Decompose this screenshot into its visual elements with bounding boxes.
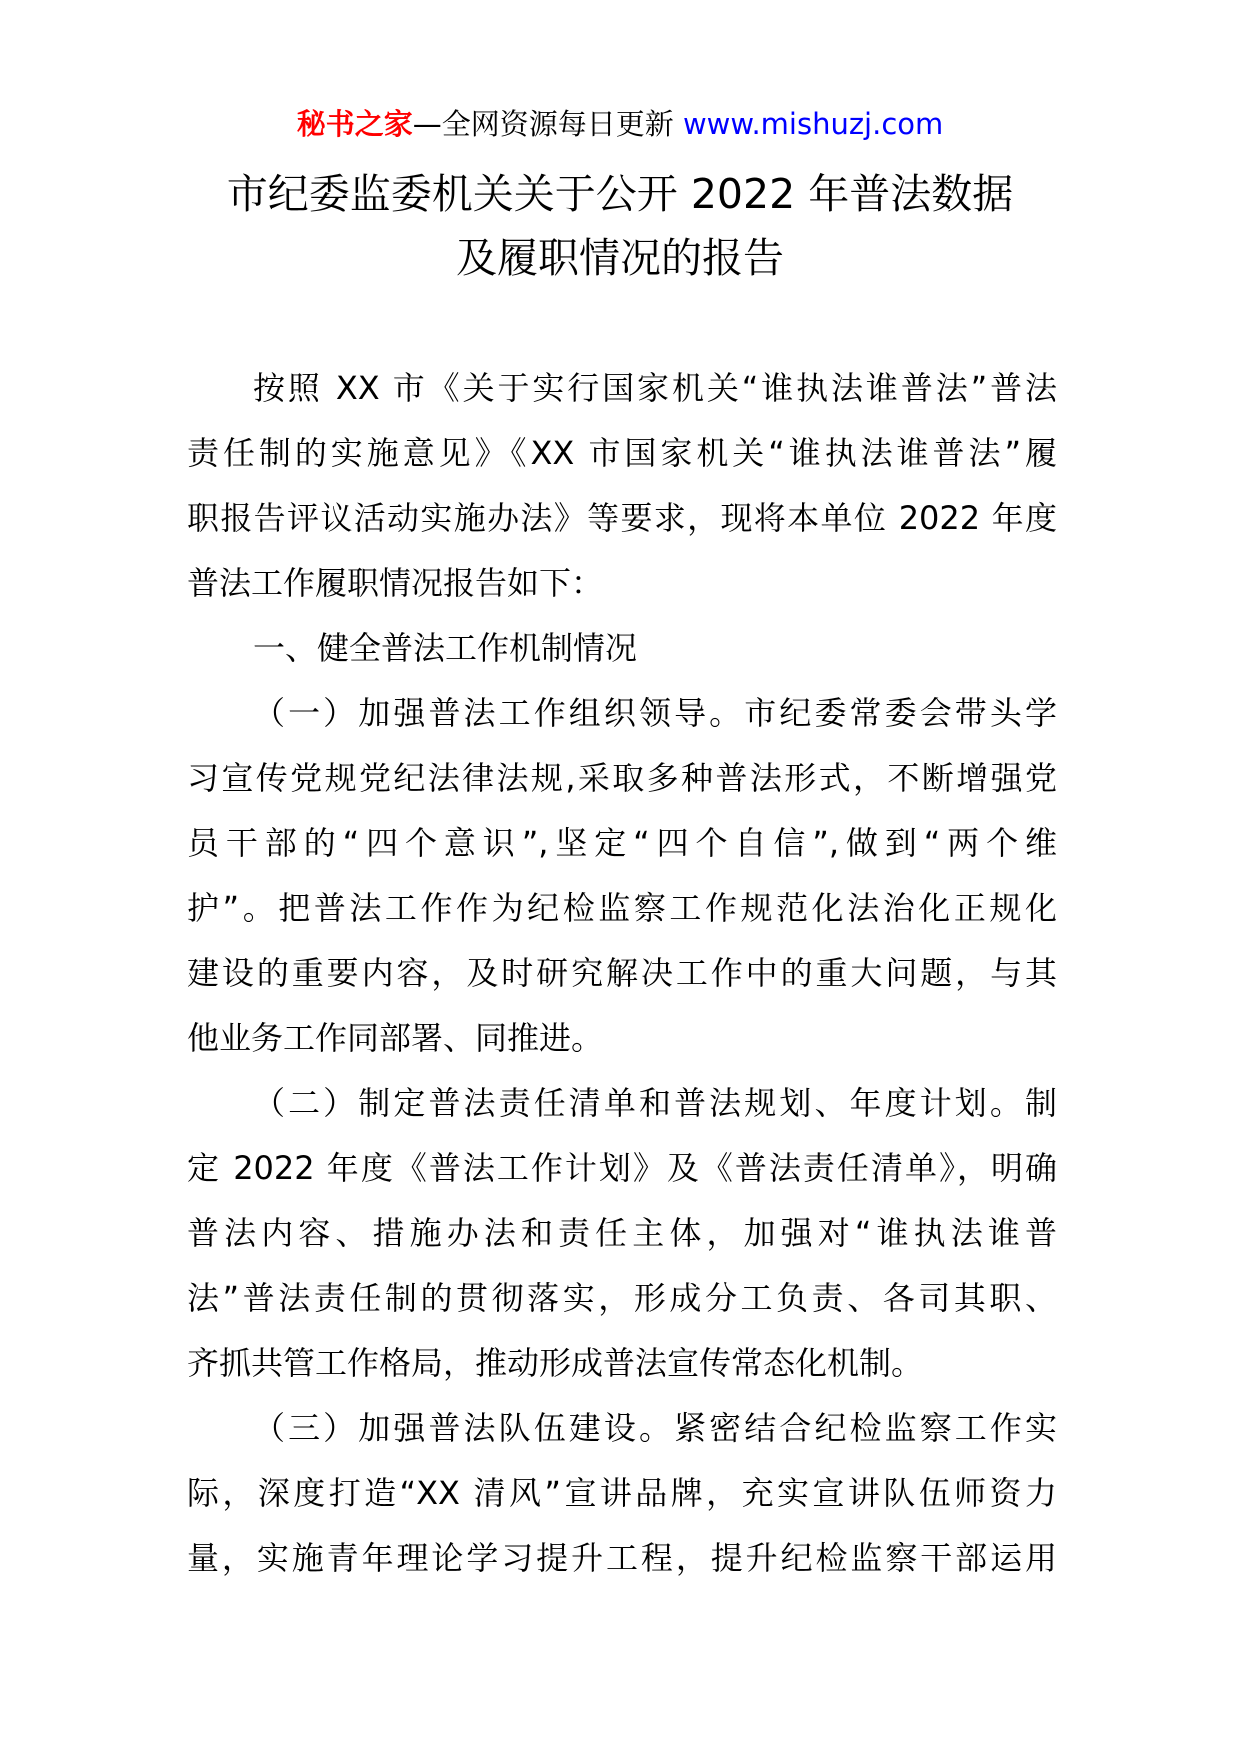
paragraph-line: 普法工作履职情况报告如下： — [187, 564, 604, 602]
paragraph-line: 按照 XX 市《关于实行国家机关“谁执法谁普法”普法 — [253, 369, 1057, 407]
paragraph-line: （一）加强普法工作组织领导。市纪委常委会带头学 — [253, 694, 1057, 732]
paragraph-line: （二）制定普法责任清单和普法规划、年度计划。制 — [253, 1084, 1057, 1122]
paragraph-line: 责任制的实施意见》《XX 市国家机关“谁执法谁普法”履 — [187, 434, 1057, 472]
document-title — [150, 162, 1090, 290]
header-slogan: —全网资源每日更新 — [412, 107, 674, 141]
title-line: 及履职情况的报告 — [456, 234, 784, 282]
paragraph-line: 定 2022 年度《普法工作计划》及《普法责任清单》，明确 — [187, 1149, 1057, 1187]
paragraph-line: 护”。把普法工作作为纪检监察工作规范化法治化正规化 — [187, 889, 1057, 927]
title-line: 市纪委监委机关关于公开 2022 年普法数据 — [226, 170, 1014, 218]
site-url-link[interactable]: www.mishuzj.com — [682, 107, 944, 141]
paragraph-line: 普法内容、措施办法和责任主体，加强对“谁执法谁普 — [187, 1214, 1057, 1252]
paragraph-line: 量，实施青年理论学习提升工程，提升纪检监察干部运用 — [187, 1539, 1057, 1577]
paragraph-line: 职报告评议活动实施办法》等要求，现将本单位 2022 年度 — [187, 499, 1057, 537]
brand-name: 秘书之家 — [296, 107, 413, 141]
paragraph-line: 习宣传党规党纪法律法规,采取多种普法形式，不断增强党 — [187, 759, 1057, 797]
document-body — [187, 356, 1057, 1591]
paragraph-line: 际，深度打造“XX 清风”宣讲品牌，充实宣讲队伍师资力 — [187, 1474, 1057, 1512]
paragraph-line: 建设的重要内容，及时研究解决工作中的重大问题，与其 — [187, 954, 1057, 992]
paragraph-line: 齐抓共管工作格局，推动形成普法宣传常态化机制。 — [187, 1344, 924, 1382]
site-header — [0, 104, 1240, 144]
paragraph-line: 法”普法责任制的贯彻落实，形成分工负责、各司其职、 — [187, 1279, 1057, 1317]
paragraph-line: （三）加强普法队伍建设。紧密结合纪检监察工作实 — [253, 1409, 1057, 1447]
section-heading: 一、健全普法工作机制情况 — [253, 629, 638, 667]
paragraph-line: 员干部的“四个意识”,坚定“四个自信”,做到“两个维 — [187, 824, 1057, 862]
paragraph-line: 他业务工作同部署、同推进。 — [187, 1019, 604, 1057]
